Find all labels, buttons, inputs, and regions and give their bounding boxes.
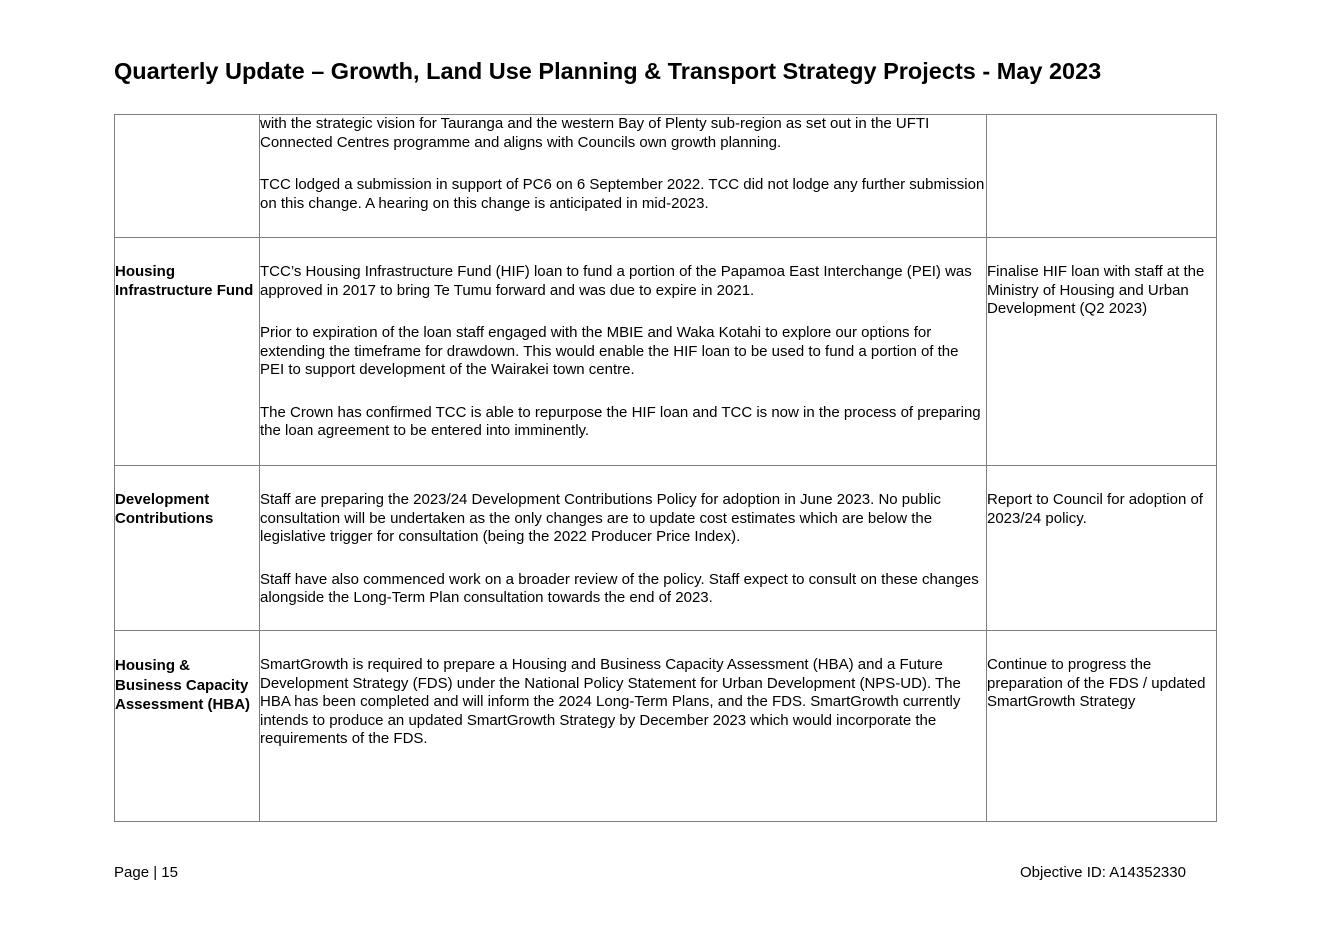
description-cell: [260, 466, 987, 631]
paragraph: TCC lodged a submission in support of PC6 on 6 September 2022. TCC did not lodge any further submission on this change. A hearing on this change is anticipated in mid-2023.: [260, 176, 985, 212]
action-text: Finalise HIF loan with staff at the Ministry of Housing and Urban Development (Q2 2023): [987, 263, 1205, 317]
description-cell: [260, 238, 987, 466]
objective-id: Objective ID: A14352330: [1020, 864, 1186, 881]
table-row: [115, 631, 1217, 822]
action-cell: [987, 631, 1217, 822]
page-number: Page | 15: [114, 864, 178, 881]
projects-table: [114, 114, 1217, 822]
action-cell: [987, 238, 1217, 466]
paragraph: Staff have also commenced work on a broader review of the policy. Staff expect to consult on these changes alongside the Long-Term Plan consultation towards the end of 2023.: [260, 570, 979, 606]
topic-cell: [115, 466, 260, 631]
topic-cell: [115, 631, 260, 822]
description-cell: [260, 631, 987, 822]
topic-cell: [115, 115, 260, 238]
action-text: Continue to progress the preparation of the FDS / updated SmartGrowth Strategy: [987, 656, 1206, 710]
description-cell: [260, 115, 987, 238]
paragraph: TCC’s Housing Infrastructure Fund (HIF) loan to fund a portion of the Papamoa East Interchange (PEI) was approved in 2017 to bring Te Tumu forward and was due to expire in 2021.: [260, 263, 972, 299]
action-cell: [987, 466, 1217, 631]
table-row: [115, 466, 1217, 631]
topic-label: Housing Infrastructure Fund: [115, 263, 254, 299]
table-row: [115, 115, 1217, 238]
document-title: Quarterly Update – Growth, Land Use Planning & Transport Strategy Projects - May 2023: [114, 58, 1102, 84]
action-text: Report to Council for adoption of 2023/24 policy.: [987, 491, 1203, 527]
paragraph: Prior to expiration of the loan staff engaged with the MBIE and Waka Kotahi to explore our options for extending the timeframe for drawdown. This would enable the HIF loan to be used to fund a portion of the PEI to support development of the Wairakei town centre.: [260, 324, 959, 378]
paragraph: with the strategic vision for Tauranga and the western Bay of Plenty sub-region as set out in the UFTI Connected Centres programme and aligns with Councils own growth planning.: [260, 115, 930, 151]
paragraph: Staff are preparing the 2023/24 Development Contributions Policy for adoption in June 2023. No public consultation will be undertaken as the only changes are to update cost estimates which are below the legislative trigger for consultation (being the 2022 Producer Price Index).: [260, 491, 941, 545]
topic-label: Development Contributions: [115, 491, 214, 527]
paragraph: The Crown has confirmed TCC is able to repurpose the HIF loan and TCC is now in the process of preparing the loan agreement to be entered into imminently.: [260, 403, 981, 439]
topic-label: Housing & Business Capacity Assessment (HBA): [115, 657, 251, 713]
topic-cell: [115, 238, 260, 466]
paragraph: SmartGrowth is required to prepare a Housing and Business Capacity Assessment (HBA) and a Future Development Strategy (FDS) under the National Policy Statement for Urban Development (NPS-UD). The HBA has been completed and will inform the 2024 Long-Term Plans, and the FDS. SmartGrowth currently intends to produce an updated SmartGrowth Strategy by December 2023 which would incorporate the requirements of the FDS.: [260, 656, 961, 747]
table-row: [115, 238, 1217, 466]
action-cell: [987, 115, 1217, 238]
